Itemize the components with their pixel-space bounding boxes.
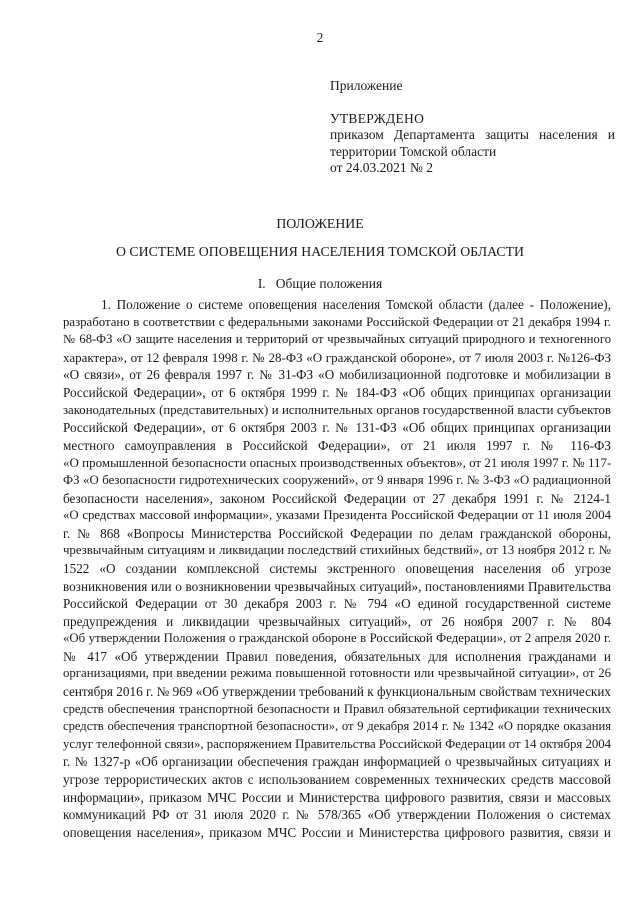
approval-order-line-1: приказом Департамента защиты населения и: [330, 127, 615, 142]
approval-order-line-3: от 24.03.2021 № 2: [330, 160, 433, 175]
body-line: № 68-ФЗ «О защите населения и территорий от чрезвычайных ситуаций природного и техногенного: [63, 332, 611, 347]
body-line: угрозе террористических актов с использованием современных технических средств массовой: [63, 772, 611, 788]
body-line: информации», приказом МЧС России и Министерства цифрового развития, связи и массовых: [63, 789, 611, 805]
body-line: «Об утверждении Положения о гражданской обороне в Российской Федерации», от 2 апреля 2020 г.: [63, 631, 611, 646]
body-line: г. № 868 «Вопросы Министерства Российской Федерации по делам гражданской обороны,: [63, 525, 611, 541]
body-line: чрезвычайным ситуациям и ликвидации последствий стихийных бедствий», от 13 ноября 2012 г. №: [63, 543, 611, 558]
body-line: средств обеспечения транспортной безопасности», от 9 декабря 2014 г. № 1342 «О порядке оказания: [63, 719, 611, 734]
body-line: безопасности населения», законом Российской Федерации от 27 декабря 1991 г. № 2124-1: [63, 490, 611, 506]
body-line: «О средствах массовой информации», указами Президента Российской Федерации от 11 июля 2004: [63, 508, 611, 523]
body-line: разработано в соответствии с федеральными законами Российской Федерации от 21 декабря 1994 г.: [63, 314, 611, 329]
body-line: местного самоуправления в Российской Федерации», от 21 июля 1997 г. № 116-ФЗ: [63, 437, 611, 453]
body-line: законодательных (представительных) и исполнительных органов государственной власти субъектов: [63, 402, 611, 417]
body-line: № 417 «Об утверждении Правил поведения, обязательных для исполнения гражданами и: [63, 648, 611, 664]
body-line: Российской Федерации», от 6 октября 1999 г. № 184-ФЗ «Об общих принципах организации: [63, 384, 611, 400]
body-line: «О промышленной безопасности опасных производственных объектов», от 21 июля 1997 г. № 117-: [63, 455, 611, 471]
body-line: предупреждения и ликвидации чрезвычайных ситуаций», от 26 ноября 2007 г. № 804: [63, 613, 611, 629]
body-line: г. № 1327-р «Об организации обеспечения граждан информацией о чрезвычайных ситуациях и: [63, 754, 611, 770]
body-line: организациями, при введении режима повышенной готовности или чрезвычайной ситуации», от 26: [63, 666, 611, 681]
title-main: ПОЛОЖЕНИЕ: [276, 216, 364, 231]
body-line: «О связи», от 26 февраля 1997 г. № 31-ФЗ «О мобилизационной подготовке и мобилизации в: [63, 367, 611, 383]
body-line: Российской Федерации от 30 декабря 2003 г. № 794 «О единой государственной системе: [63, 596, 611, 612]
document-title: [0, 216, 640, 260]
title-subtitle: О СИСТЕМЕ ОПОВЕЩЕНИЯ НАСЕЛЕНИЯ ТОМСКОЙ ОБЛАСТИ: [116, 244, 524, 259]
body-line: ФЗ «О безопасности гидротехнических сооружений», от 9 января 1996 г. № 3-ФЗ «О радиационной: [63, 472, 611, 487]
appendix-label: Приложение: [330, 78, 403, 93]
body-line: средств обеспечения транспортной безопасности и Правил обязательной сертификации технических: [63, 701, 611, 716]
body-line: услуг телефонной связи», распоряжением Правительства Российской Федерации от 14 октября 2004: [63, 736, 611, 751]
section-heading: I. Общие положения: [257, 276, 383, 291]
approval-order-line-2: территории Томской области: [330, 143, 497, 159]
body-line: характера», от 12 февраля 1998 г. № 28-ФЗ «О гражданской обороне», от 7 июля 2003 г. №126-ФЗ: [63, 349, 611, 365]
body-line: коммуникаций РФ от 31 июля 2020 г. № 578/365 «Об утверждении Положения о системах: [63, 807, 611, 823]
body-line: Российской Федерации», от 6 октября 2003 г. № 131-ФЗ «Об общих принципах организации: [63, 420, 611, 436]
body-line: возникновения или о возникновении чрезвычайных ситуаций», постановлениями Правительства: [63, 578, 611, 594]
approval-block: [330, 78, 615, 177]
body-line: 1522 «О создании комплексной системы экстренного оповещения населения об угрозе: [63, 560, 611, 576]
body-line: оповещения населения», приказом МЧС России и Министерства цифрового развития, связи и: [63, 824, 611, 840]
page-number: 2: [316, 30, 324, 45]
body-paragraph: [63, 296, 611, 841]
approved-label: УТВЕРЖДЕНО: [330, 110, 425, 126]
body-line: сентября 2016 г. № 969 «Об утверждении требований к функциональным свойствам технических: [63, 684, 611, 700]
body-line: 1. Положение о системе оповещения населения Томской области (далее - Положение),: [101, 297, 611, 312]
